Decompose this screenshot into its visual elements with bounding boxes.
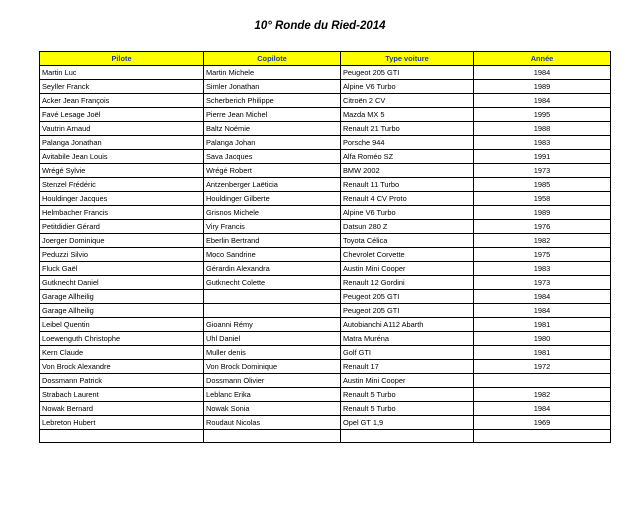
cell-annee: 1982 bbox=[474, 234, 611, 248]
cell-type-voiture: Alfa Roméo SZ bbox=[341, 150, 474, 164]
cell-pilote: Helmbacher Francis bbox=[40, 206, 204, 220]
cell-type-voiture: Renault 5 Turbo bbox=[341, 402, 474, 416]
cell-copilote: Roudaut Nicolas bbox=[204, 416, 341, 430]
cell-type-voiture: Renault 11 Turbo bbox=[341, 178, 474, 192]
table-row bbox=[40, 262, 611, 276]
table-row bbox=[40, 108, 611, 122]
cell-type-voiture: Peugeot 205 GTI bbox=[341, 290, 474, 304]
cell-pilote bbox=[40, 430, 204, 443]
cell-annee: 1972 bbox=[474, 360, 611, 374]
cell-copilote: Martin Michele bbox=[204, 66, 341, 80]
cell-copilote: Nowak Sonia bbox=[204, 402, 341, 416]
cell-copilote: Gutknecht Colette bbox=[204, 276, 341, 290]
document-title: 10° Ronde du Ried-2014 bbox=[254, 20, 386, 32]
cell-annee: 1980 bbox=[474, 332, 611, 346]
cell-pilote: Stenzel Frédéric bbox=[40, 178, 204, 192]
table-row bbox=[40, 290, 611, 304]
cell-annee bbox=[474, 374, 611, 388]
cell-annee: 1958 bbox=[474, 192, 611, 206]
cell-annee: 1984 bbox=[474, 290, 611, 304]
table-row bbox=[40, 164, 611, 178]
cell-pilote: Garage Allheilig bbox=[40, 304, 204, 318]
cell-pilote: Joerger Dominique bbox=[40, 234, 204, 248]
table-row bbox=[40, 304, 611, 318]
cell-annee: 1984 bbox=[474, 304, 611, 318]
cell-type-voiture: BMW 2002 bbox=[341, 164, 474, 178]
table-row bbox=[40, 192, 611, 206]
cell-copilote: Moco Sandrine bbox=[204, 248, 341, 262]
cell-type-voiture: Renault 12 Gordini bbox=[341, 276, 474, 290]
cell-type-voiture: Peugeot 205 GTI bbox=[341, 304, 474, 318]
cell-copilote: Scherberich Philippe bbox=[204, 94, 341, 108]
table-row bbox=[40, 136, 611, 150]
cell-copilote: Sava Jacques bbox=[204, 150, 341, 164]
cell-pilote: Peduzzi Silvio bbox=[40, 248, 204, 262]
cell-type-voiture: Autobianchi A112 Abarth bbox=[341, 318, 474, 332]
table-row bbox=[40, 360, 611, 374]
cell-annee: 1984 bbox=[474, 402, 611, 416]
cell-pilote: Vautrin Arnaud bbox=[40, 122, 204, 136]
table-row bbox=[40, 122, 611, 136]
cell-annee: 1983 bbox=[474, 262, 611, 276]
cell-copilote: Viry Francis bbox=[204, 220, 341, 234]
cell-pilote: Nowak Bernard bbox=[40, 402, 204, 416]
cell-copilote: Wrégé Robert bbox=[204, 164, 341, 178]
table-row bbox=[40, 346, 611, 360]
cell-annee: 1989 bbox=[474, 80, 611, 94]
cell-copilote: Simler Jonathan bbox=[204, 80, 341, 94]
cell-type-voiture: Alpine V6 Turbo bbox=[341, 206, 474, 220]
cell-type-voiture: Alpine V6 Turbo bbox=[341, 80, 474, 94]
cell-copilote: Leblanc Erika bbox=[204, 388, 341, 402]
cell-copilote: Dossmann Olivier bbox=[204, 374, 341, 388]
header-type-voiture: Type voiture bbox=[341, 52, 474, 66]
cell-type-voiture: Golf GTI bbox=[341, 346, 474, 360]
cell-type-voiture: Porsche 944 bbox=[341, 136, 474, 150]
cell-pilote: Kern Claude bbox=[40, 346, 204, 360]
cell-type-voiture bbox=[341, 430, 474, 443]
cell-copilote: Palanga Johan bbox=[204, 136, 341, 150]
cell-pilote: Gutknecht Daniel bbox=[40, 276, 204, 290]
cell-pilote: Houldinger Jacques bbox=[40, 192, 204, 206]
cell-annee: 1985 bbox=[474, 178, 611, 192]
cell-copilote: Gérardin Alexandra bbox=[204, 262, 341, 276]
cell-copilote bbox=[204, 304, 341, 318]
cell-pilote: Loewenguth Christophe bbox=[40, 332, 204, 346]
table-row bbox=[40, 388, 611, 402]
table-row bbox=[40, 430, 611, 443]
table-row bbox=[40, 234, 611, 248]
cell-pilote: Acker Jean François bbox=[40, 94, 204, 108]
cell-annee: 1981 bbox=[474, 318, 611, 332]
cell-pilote: Leibel Quentin bbox=[40, 318, 204, 332]
cell-pilote: Martin Luc bbox=[40, 66, 204, 80]
cell-copilote: Muller denis bbox=[204, 346, 341, 360]
cell-annee: 1981 bbox=[474, 346, 611, 360]
cell-annee: 1984 bbox=[474, 94, 611, 108]
cell-copilote bbox=[204, 430, 341, 443]
table-row bbox=[40, 374, 611, 388]
cell-type-voiture: Datsun 280 Z bbox=[341, 220, 474, 234]
cell-pilote: Von Brock Alexandre bbox=[40, 360, 204, 374]
table-row bbox=[40, 332, 611, 346]
cell-type-voiture: Renault 4 CV Proto bbox=[341, 192, 474, 206]
table-row bbox=[40, 276, 611, 290]
cell-copilote bbox=[204, 290, 341, 304]
table-header-row bbox=[40, 52, 611, 66]
cell-pilote: Favé Lesage Joël bbox=[40, 108, 204, 122]
table-row bbox=[40, 150, 611, 164]
cell-annee bbox=[474, 430, 611, 443]
cell-copilote: Eberlin Bertrand bbox=[204, 234, 341, 248]
cell-annee: 1995 bbox=[474, 108, 611, 122]
table-row bbox=[40, 206, 611, 220]
cell-annee: 1983 bbox=[474, 136, 611, 150]
cell-copilote: Houldinger Gilberte bbox=[204, 192, 341, 206]
header-pilote: Pilote bbox=[40, 52, 204, 66]
table-row bbox=[40, 248, 611, 262]
cell-type-voiture: Opel GT 1,9 bbox=[341, 416, 474, 430]
cell-pilote: Fluck Gaël bbox=[40, 262, 204, 276]
table-row bbox=[40, 318, 611, 332]
table-row bbox=[40, 416, 611, 430]
cell-pilote: Lebreton Hubert bbox=[40, 416, 204, 430]
cell-type-voiture: Mazda MX 5 bbox=[341, 108, 474, 122]
table-row bbox=[40, 402, 611, 416]
table-row bbox=[40, 66, 611, 80]
entries-table bbox=[39, 51, 611, 443]
cell-annee: 1973 bbox=[474, 164, 611, 178]
cell-copilote: Gioanni Rémy bbox=[204, 318, 341, 332]
table-body bbox=[40, 66, 611, 443]
cell-type-voiture: Peugeot 205 GTI bbox=[341, 66, 474, 80]
cell-pilote: Seyller Franck bbox=[40, 80, 204, 94]
cell-annee: 1989 bbox=[474, 206, 611, 220]
cell-copilote: Grisnos Michele bbox=[204, 206, 341, 220]
table-row bbox=[40, 80, 611, 94]
cell-copilote: Antzenberger Laëticia bbox=[204, 178, 341, 192]
table-row bbox=[40, 94, 611, 108]
cell-annee: 1988 bbox=[474, 122, 611, 136]
cell-copilote: Baltz Noémie bbox=[204, 122, 341, 136]
table-row bbox=[40, 220, 611, 234]
cell-pilote: Petitdidier Gérard bbox=[40, 220, 204, 234]
cell-annee: 1991 bbox=[474, 150, 611, 164]
cell-type-voiture: Chevrolet Corvette bbox=[341, 248, 474, 262]
cell-pilote: Palanga Jonathan bbox=[40, 136, 204, 150]
cell-type-voiture: Toyota Célica bbox=[341, 234, 474, 248]
cell-annee: 1976 bbox=[474, 220, 611, 234]
cell-annee: 1984 bbox=[474, 66, 611, 80]
cell-type-voiture: Austin Mini Cooper bbox=[341, 262, 474, 276]
cell-type-voiture: Austin Mini Cooper bbox=[341, 374, 474, 388]
cell-pilote: Wrégé Sylvie bbox=[40, 164, 204, 178]
cell-type-voiture: Renault 17 bbox=[341, 360, 474, 374]
header-copilote: Copilote bbox=[204, 52, 341, 66]
cell-annee: 1973 bbox=[474, 276, 611, 290]
cell-pilote: Avitabile Jean Louis bbox=[40, 150, 204, 164]
table-row bbox=[40, 178, 611, 192]
cell-annee: 1975 bbox=[474, 248, 611, 262]
cell-annee: 1969 bbox=[474, 416, 611, 430]
cell-annee: 1982 bbox=[474, 388, 611, 402]
cell-pilote: Dossmann Patrick bbox=[40, 374, 204, 388]
cell-type-voiture: Citroën 2 CV bbox=[341, 94, 474, 108]
cell-pilote: Strabach Laurent bbox=[40, 388, 204, 402]
cell-copilote: Pierre Jean Michel bbox=[204, 108, 341, 122]
header-annee: Année bbox=[474, 52, 611, 66]
cell-type-voiture: Renault 5 Turbo bbox=[341, 388, 474, 402]
cell-type-voiture: Matra Muréna bbox=[341, 332, 474, 346]
cell-type-voiture: Renault 21 Turbo bbox=[341, 122, 474, 136]
cell-pilote: Garage Allheilig bbox=[40, 290, 204, 304]
cell-copilote: Uhl Daniel bbox=[204, 332, 341, 346]
cell-copilote: Von Brock Dominique bbox=[204, 360, 341, 374]
